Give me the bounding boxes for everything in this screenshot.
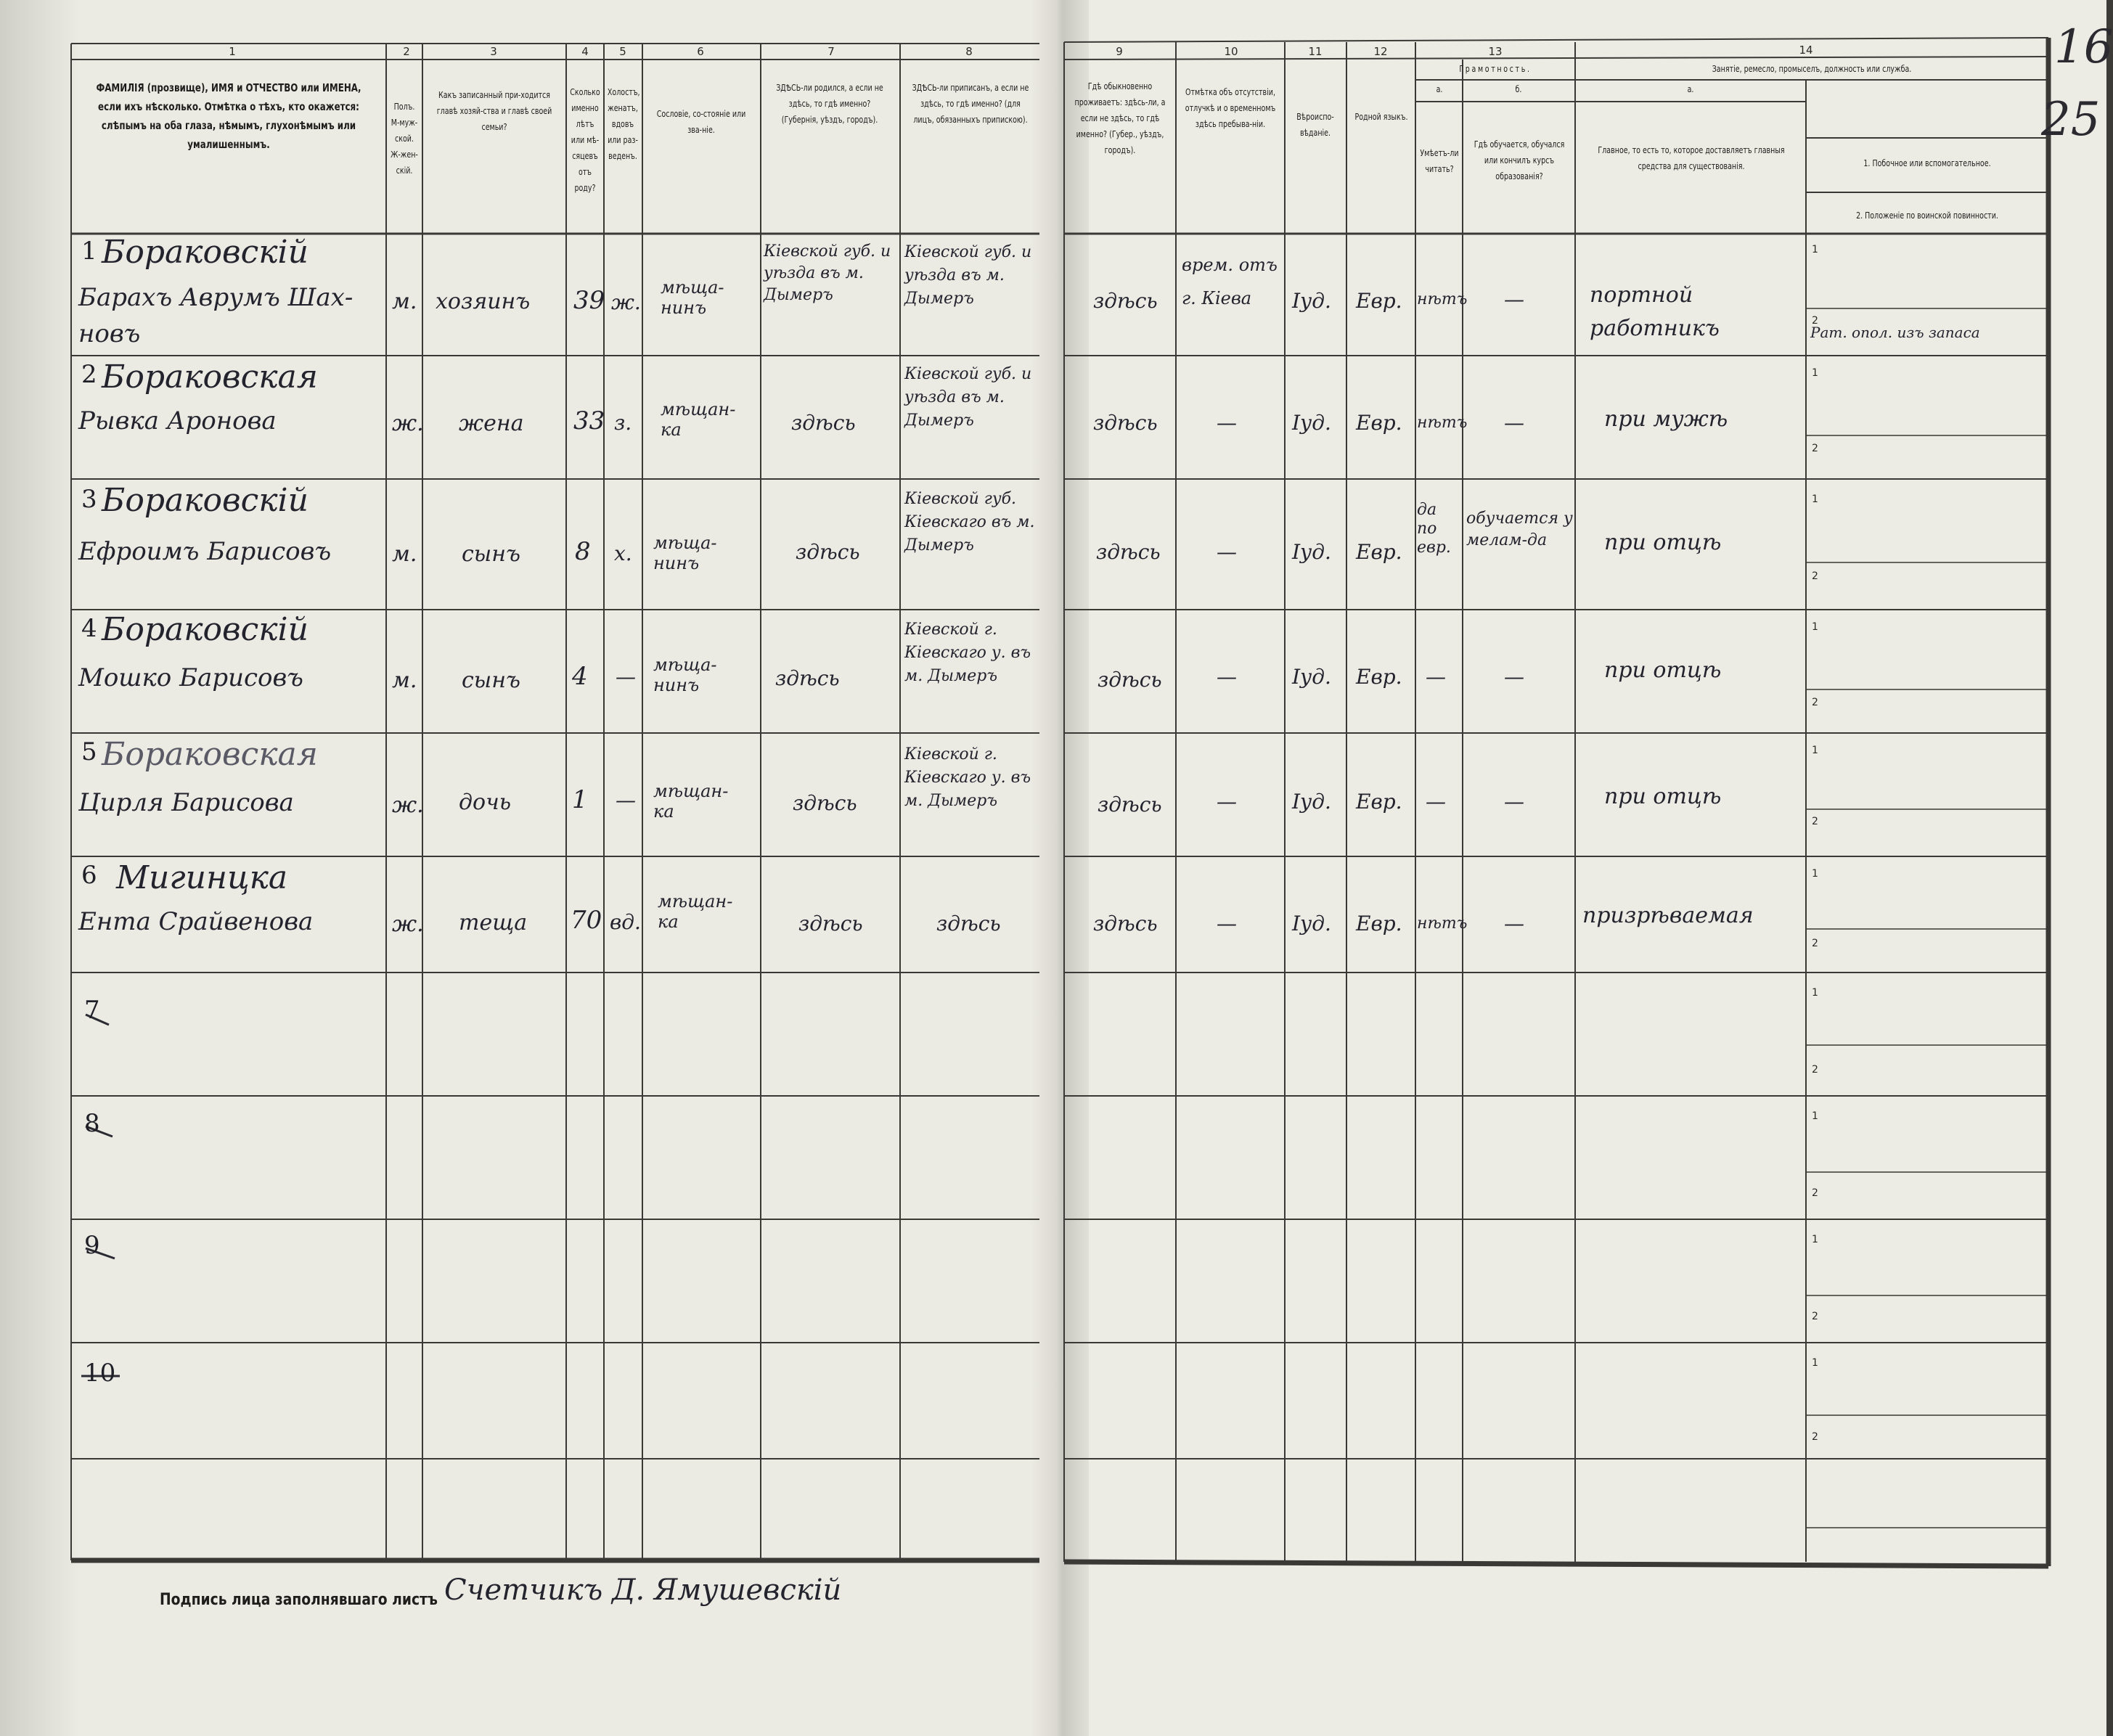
row4-religion: Іуд. (1292, 665, 1331, 689)
row1-language: Евр. (1356, 289, 1402, 313)
row1-given: Барахъ Аврумъ Шах- (78, 283, 353, 312)
row5-number: 5 (81, 737, 97, 766)
header-absence: Отмѣтка объ отсутствіи, отлучкѣ и о временномъ здѣсь пребыва-ніи. (1185, 87, 1276, 129)
row6-language: Евр. (1356, 912, 1402, 935)
row1-sub1: 1 (1812, 244, 1818, 255)
header-marital: Холостъ, женатъ, вдовъ или раз-веденъ. (607, 87, 640, 161)
row2-literate: нѣтъ (1417, 414, 1468, 432)
row4-born: здѣсь (775, 666, 840, 690)
row5-education: — (1504, 790, 1524, 814)
row1-military: Рат. опол. изъ запаса (1810, 324, 1980, 341)
header-language: Родной языкъ. (1354, 112, 1408, 122)
col-num-9: 9 (1116, 45, 1123, 58)
row3-given: Ефроимъ Барисовъ (78, 537, 332, 566)
row5-language: Евр. (1356, 790, 1402, 814)
row3-number: 3 (81, 485, 97, 514)
row8-sub1: 1 (1812, 1110, 1818, 1122)
header-residence: Гдѣ обыкновенно проживаетъ: здѣсь-ли, а если не здѣсь, то гдѣ именно? (Губер., уѣздъ, городъ). (1074, 81, 1166, 155)
row3-marital: х. (614, 541, 632, 565)
row4-estate: мѣща-нинъ (653, 655, 717, 695)
col-num-13: 13 (1488, 45, 1503, 58)
header-can-read: Умѣетъ-ли читать? (1420, 148, 1459, 174)
row3-sub2: 2 (1812, 570, 1818, 582)
row3-age: 8 (575, 537, 591, 566)
header-main-occupation: Главное, то есть то, которое доставляетъ главныя средства для существованія. (1598, 145, 1785, 171)
row1-sex: м. (392, 289, 417, 314)
row5-born: здѣсь (793, 791, 857, 815)
row1-age: 39 (573, 286, 605, 315)
header-side-occupation: 1. Побочное или вспомогательное. (1863, 158, 1991, 168)
row1-education: — (1504, 287, 1524, 311)
row9-sub1: 1 (1812, 1234, 1818, 1245)
row1-sub2: 2 (1812, 315, 1818, 327)
row4-sex: м. (392, 668, 417, 693)
row4-sub1: 1 (1812, 621, 1818, 633)
row7-number: 7 (84, 996, 100, 1025)
row6-education: — (1504, 912, 1524, 935)
row1-literate: нѣтъ (1417, 290, 1468, 308)
row5-ascribed: Кіевской г. Кіевскаго у. въ м. Дымеръ (904, 745, 1031, 810)
row5-surname: Бораковская (102, 736, 318, 773)
row4-occupation: при отцѣ (1604, 658, 1722, 683)
row6-number: 6 (81, 861, 97, 890)
row2-education: — (1504, 411, 1524, 435)
row5-sub1: 1 (1812, 745, 1818, 756)
row2-ascribed: Кіевской губ. и уѣзда въ м. Дымеръ (904, 365, 1032, 430)
row4-surname: Бораковскій (102, 611, 308, 648)
row3-estate: мѣща-нинъ (653, 533, 717, 573)
header-literacy-b-letter: б. (1515, 84, 1522, 94)
row3-language: Евр. (1356, 540, 1402, 564)
row5-literate: — (1426, 790, 1446, 814)
header-relation: Какъ записанный при-ходится главѣ хозяй-ства и главѣ своей семьи? (436, 90, 552, 132)
row2-marital: з. (614, 411, 632, 435)
row2-sub2: 2 (1812, 443, 1818, 454)
row3-sub1: 1 (1812, 494, 1818, 505)
row2-sub1: 1 (1812, 367, 1818, 379)
row5-sex: ж. (392, 793, 424, 818)
row3-occupation: при отцѣ (1604, 530, 1722, 555)
row2-number: 2 (81, 360, 97, 389)
row6-estate: мѣщан-ка (658, 891, 733, 932)
row1-marital: ж. (611, 290, 641, 314)
col-num-11: 11 (1308, 45, 1323, 58)
signature-label: Подпись лица заполнявшаго листъ (160, 1591, 438, 1609)
row2-religion: Іуд. (1292, 411, 1331, 435)
row6-sub1: 1 (1812, 868, 1818, 880)
row2-relation: жена (459, 411, 524, 436)
row6-religion: Іуд. (1292, 912, 1331, 935)
row4-resides: здѣсь (1098, 668, 1162, 692)
row6-surname: Мигинцка (116, 859, 288, 896)
header-age: Сколько именно лѣтъ или мѣ-сяцевъ отъ роду? (570, 87, 600, 193)
row2-born: здѣсь (791, 411, 856, 435)
row3-sex: м. (392, 541, 417, 567)
row6-sub2: 2 (1812, 938, 1818, 949)
row6-given: Ента Срайвенова (78, 907, 314, 936)
header-military: 2. Положеніе по воинской повинности. (1856, 210, 1998, 221)
row2-surname: Бораковская (102, 359, 318, 396)
row2-estate: мѣщан-ка (661, 399, 736, 440)
row5-estate: мѣщан-ка (653, 781, 729, 822)
col-num-6: 6 (697, 45, 704, 58)
row4-ascribed: Кіевской г. Кіевскаго у. въ м. Дымеръ (904, 621, 1031, 685)
row3-surname: Бораковскій (102, 482, 308, 519)
col-num-14: 14 (1799, 44, 1813, 57)
row4-education: — (1504, 665, 1524, 689)
row1-born: Кіевской губ. и уѣзда въ м. Дымеръ (764, 242, 891, 304)
header-literacy-a-letter: а. (1436, 84, 1443, 94)
row6-occupation: призрѣваемая (1582, 903, 1754, 928)
row7-sub1: 1 (1812, 987, 1818, 999)
row3-ascribed: Кіевской губ. Кіевскаго въ м. Дымеръ (904, 490, 1035, 554)
row3-resides: здѣсь (1096, 540, 1161, 564)
row6-age: 70 (571, 906, 602, 935)
row1-religion: Іуд. (1292, 289, 1331, 313)
row3-absence: — (1217, 540, 1237, 564)
row4-literate: — (1426, 665, 1446, 689)
signature: Счетчикъ Д. Ямушевскій (444, 1573, 842, 1607)
row10-number: 10 (84, 1359, 116, 1388)
row3-education: обучается у мелам-да (1466, 509, 1573, 549)
row6-relation: теща (459, 910, 528, 935)
col-num-5: 5 (619, 45, 626, 58)
row5-relation: дочь (459, 790, 512, 815)
row2-occupation: при мужѣ (1604, 406, 1728, 432)
row4-sub2: 2 (1812, 697, 1818, 708)
row4-absence: — (1217, 665, 1237, 689)
header-occupation-a-letter: а. (1687, 84, 1694, 94)
row6-born: здѣсь (798, 912, 863, 935)
header-literacy: Грамотность. (1459, 64, 1532, 74)
row6-resides: здѣсь (1093, 912, 1158, 935)
col-num-12: 12 (1373, 45, 1388, 58)
header-ascribed: ЗДѢСЬ-ли приписанъ, а если не здѣсь, то гдѣ именно? (для лицъ, обязанныхъ припискою). (912, 83, 1029, 125)
row6-ascribed: здѣсь (936, 912, 1001, 935)
row4-language: Евр. (1356, 665, 1402, 689)
row3-religion: Іуд. (1292, 540, 1331, 564)
row10-sub1: 1 (1812, 1357, 1818, 1369)
row1-relation: хозяинъ (436, 289, 531, 314)
row2-sex: ж. (392, 411, 424, 436)
row5-absence: — (1217, 790, 1237, 814)
row1-surname: Бораковскій (102, 234, 308, 271)
col-num-7: 7 (827, 45, 835, 58)
row2-given: Рывка Аронова (78, 406, 277, 435)
header-birthplace: ЗДѢСЬ-ли родился, а если не здѣсь, то гдѣ именно? (Губернія, уѣздъ, городъ). (776, 83, 883, 125)
row10-sub2: 2 (1812, 1431, 1818, 1443)
col-num-4: 4 (581, 45, 589, 58)
row3-relation: сынъ (462, 541, 520, 567)
row2-language: Евр. (1356, 411, 1402, 435)
row2-absence: — (1217, 411, 1237, 435)
row1-ascribed: Кіевской губ. и уѣзда въ м. Дымеръ (904, 243, 1032, 308)
row5-given: Цирля Барисова (78, 788, 294, 817)
row4-number: 4 (81, 614, 97, 643)
row3-literate: да по евр. (1417, 501, 1451, 557)
row6-sex: ж. (392, 912, 424, 937)
row4-age: 4 (572, 662, 588, 691)
row2-resides: здѣсь (1093, 411, 1158, 435)
row1-estate: мѣща-нинъ (661, 277, 724, 318)
header-religion: Вѣроиспо-вѣданіе. (1296, 112, 1334, 138)
row5-religion: Іуд. (1292, 790, 1331, 814)
header-education: Гдѣ обучается, обучался или кончилъ курсъ образованія? (1474, 139, 1565, 181)
header-sex: Полъ. М-муж-ской. Ж-жен-скій. (391, 102, 418, 176)
row4-marital: — (616, 665, 636, 689)
row5-occupation: при отцѣ (1604, 784, 1722, 809)
col-num-1: 1 (229, 45, 236, 58)
col-num-3: 3 (490, 45, 497, 58)
row4-relation: сынъ (462, 668, 520, 693)
row8-sub2: 2 (1812, 1187, 1818, 1199)
row1-occupation: портной работникъ (1590, 282, 1720, 341)
page-mark-bottom: 25 (2041, 93, 2101, 147)
page-mark-top: 16 (2054, 20, 2113, 74)
col-num-10: 10 (1224, 45, 1238, 58)
row3-born: здѣсь (796, 540, 860, 564)
row1-absence: врем. отъ г. Кіева (1182, 255, 1278, 308)
col-num-2: 2 (403, 45, 410, 58)
row2-age: 33 (573, 406, 605, 435)
row1-number: 1 (81, 237, 97, 266)
row8-number: 8 (84, 1109, 100, 1138)
row1-given2: новъ (78, 319, 141, 348)
row6-marital: вд. (610, 910, 641, 934)
row6-literate: нѣтъ (1417, 914, 1468, 933)
row9-sub2: 2 (1812, 1311, 1818, 1322)
col-num-8: 8 (965, 45, 973, 58)
row9-number: 9 (84, 1231, 100, 1260)
header-name: ФАМИЛІЯ (прозвище), ИМЯ и ОТЧЕСТВО или ИМЕНА, если ихъ нѣсколько. Отмѣтка о тѣхъ, кто окажется: слѣпымъ на оба глаза, нѣмымъ, глухонѣмымъ или умалишеннымъ. (96, 81, 361, 151)
row5-resides: здѣсь (1098, 793, 1162, 816)
row7-sub2: 2 (1812, 1064, 1818, 1076)
row6-absence: — (1217, 912, 1237, 935)
row5-sub2: 2 (1812, 816, 1818, 827)
row5-age: 1 (572, 785, 588, 814)
header-estate: Сословіе, со-стояніе или зва-ніе. (656, 109, 746, 135)
row4-given: Мошко Барисовъ (78, 663, 303, 692)
row5-marital: — (616, 788, 636, 812)
row1-resides: здѣсь (1093, 289, 1158, 313)
header-occupation: Занятіе, ремесло, промыселъ, должность или служба. (1712, 64, 1912, 74)
